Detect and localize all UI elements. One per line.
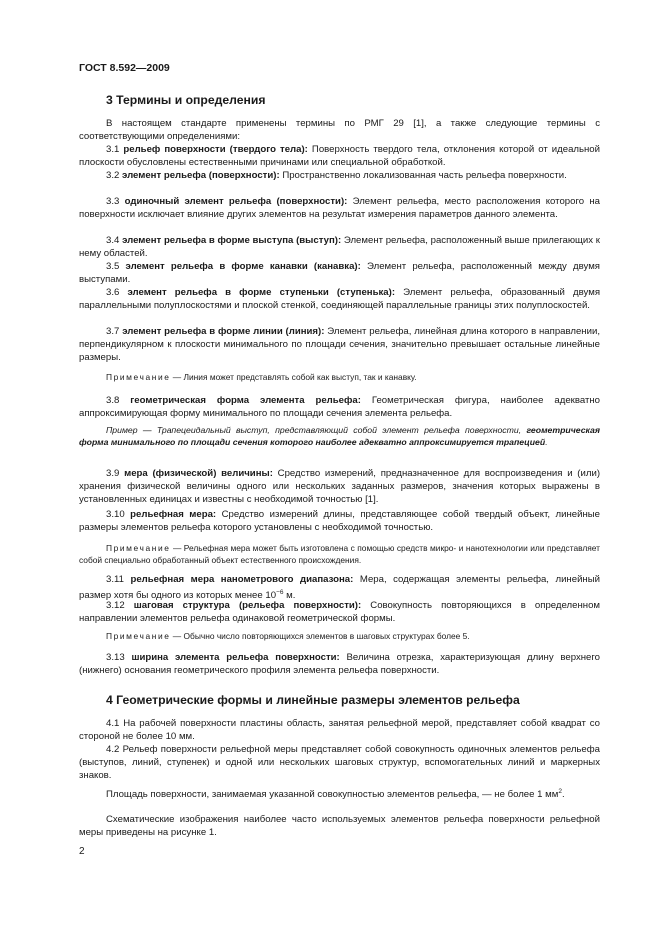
section-4-heading: 4 Геометрические формы и линейные размеры элементов рельефа bbox=[106, 693, 520, 707]
term-3-12: 3.12 шаговая структура (рельефа поверхности): Совокупность повторяющихся в определенном направлении элементов рельефа одинаковой геометрической формы. bbox=[79, 600, 600, 624]
term-3-2: 3.2 элемент рельефа (поверхности): Пространственно локализованная часть рельефа поверхности. bbox=[106, 170, 567, 181]
para-4-2: 4.2 Рельеф поверхности рельефной меры представляет собой совокупность одиночных элементов рельефа (выступов, линий, ступенек) и одной или нескольких шаговых структур, вспомогательных линий и маркерных знаков. bbox=[79, 744, 600, 781]
para-area: Площадь поверхности, занимаемая указанной совокупностью элементов рельефа, — не более 1 $мм^2$. bbox=[106, 788, 565, 801]
term-3-8: 3.8 геометрическая форма элемента рельефа: Геометрическая фигура, наиболее адекватно аппроксимирующая форму минимального по площади сечения элемента рельефа. bbox=[79, 395, 600, 419]
section-3-heading: 3 Термины и определения bbox=[106, 93, 266, 107]
term-3-9: 3.9 мера (физической) величины: Средство измерений, предназначенное для воспроизведения и (или) хранения физической величины одного или нескольких заданных размеров, значения которых выражены в установленных единицах и известны с необходимой точностью [1]. bbox=[79, 468, 601, 505]
term-3-6: 3.6 элемент рельефа в форме ступеньки (ступенька): Элемент рельефа, образованный двумя параллельными полуплоскостями и плоской стенкой, соединяющей параллельные границы этих полуплоскостей. bbox=[79, 287, 601, 311]
term-3-1: 3.1 рельеф поверхности (твердого тела): Поверхность твердого тела, отклонения которой от идеальной плоскости обусловлены естественными причинами или специальной обработкой. bbox=[79, 144, 601, 168]
page-number: 2 bbox=[79, 846, 85, 857]
para-4-1: 4.1 На рабочей поверхности пластины область, занятая рельефной мерой, представляет собой квадрат со стороной не более 10 мм. bbox=[79, 718, 600, 742]
note-2: Примечание — Рельефная мера может быть изготовлена с помощью средств микро- и нанотехнологии или представляет собой специально обработанный объект естественного происхождения. bbox=[79, 543, 600, 565]
section-3-intro: В настоящем стандарте применены термины по РМГ 29 [1], а также следующие термины с соответствующими определениями: bbox=[79, 118, 600, 142]
term-3-13: 3.13 ширина элемента рельефа поверхности: Величина отрезка, характеризующая длину верхнего (нижнего) основания геометрического профиля элемента рельефа поверхности. bbox=[79, 652, 601, 676]
example: Пример — Трапецеидальный выступ, представляющий собой элемент рельефа поверхности, геометрическая форма минимального по площади сечения которого наиболее адекватно аппроксимируется трапецией. bbox=[79, 425, 600, 447]
term-3-10: 3.10 рельефная мера: Средство измерений длины, представляющее собой твердый объект, линейные размеры элементов рельефа которого установлены с необходимой точностью. bbox=[79, 509, 600, 533]
term-3-4: 3.4 элемент рельефа в форме выступа (выступ): Элемент рельефа, расположенный выше прилегающих к нему областей. bbox=[79, 235, 600, 259]
note-1: Примечание — Линия может представлять собой как выступ, так и канавку. bbox=[106, 372, 417, 382]
note-3: Примечание — Обычно число повторяющихся элементов в шаговых структурах более 5. bbox=[106, 631, 470, 641]
term-3-3: 3.3 одиночный элемент рельефа (поверхности): Элемент рельефа, место расположения которого на поверхности исключает влияние других элементов на результат измерения параметров данного элемента. bbox=[79, 196, 600, 220]
term-3-7: 3.7 элемент рельефа в форме линии (линия): Элемент рельефа, линейная длина которого в направлении, перпендикулярном к плоскости минимального по площади сечения, значительно превышает остальные линейные размеры. bbox=[79, 326, 600, 363]
document-code: ГОСТ 8.592—2009 bbox=[79, 62, 170, 74]
term-3-11: 3.11 рельефная мера нанометрового диапазона: Мера, содержащая элементы рельефа, линейный размер хотя бы одного из которых менее $10^{-6}$ м. bbox=[79, 574, 600, 602]
term-3-5: 3.5 элемент рельефа в форме канавки (канавка): Элемент рельефа, расположенный между двумя выступами. bbox=[79, 261, 600, 285]
para-schematic: Схематические изображения наиболее часто используемых элементов рельефа поверхности рельефной меры приведены на рисунке 1. bbox=[79, 814, 600, 838]
